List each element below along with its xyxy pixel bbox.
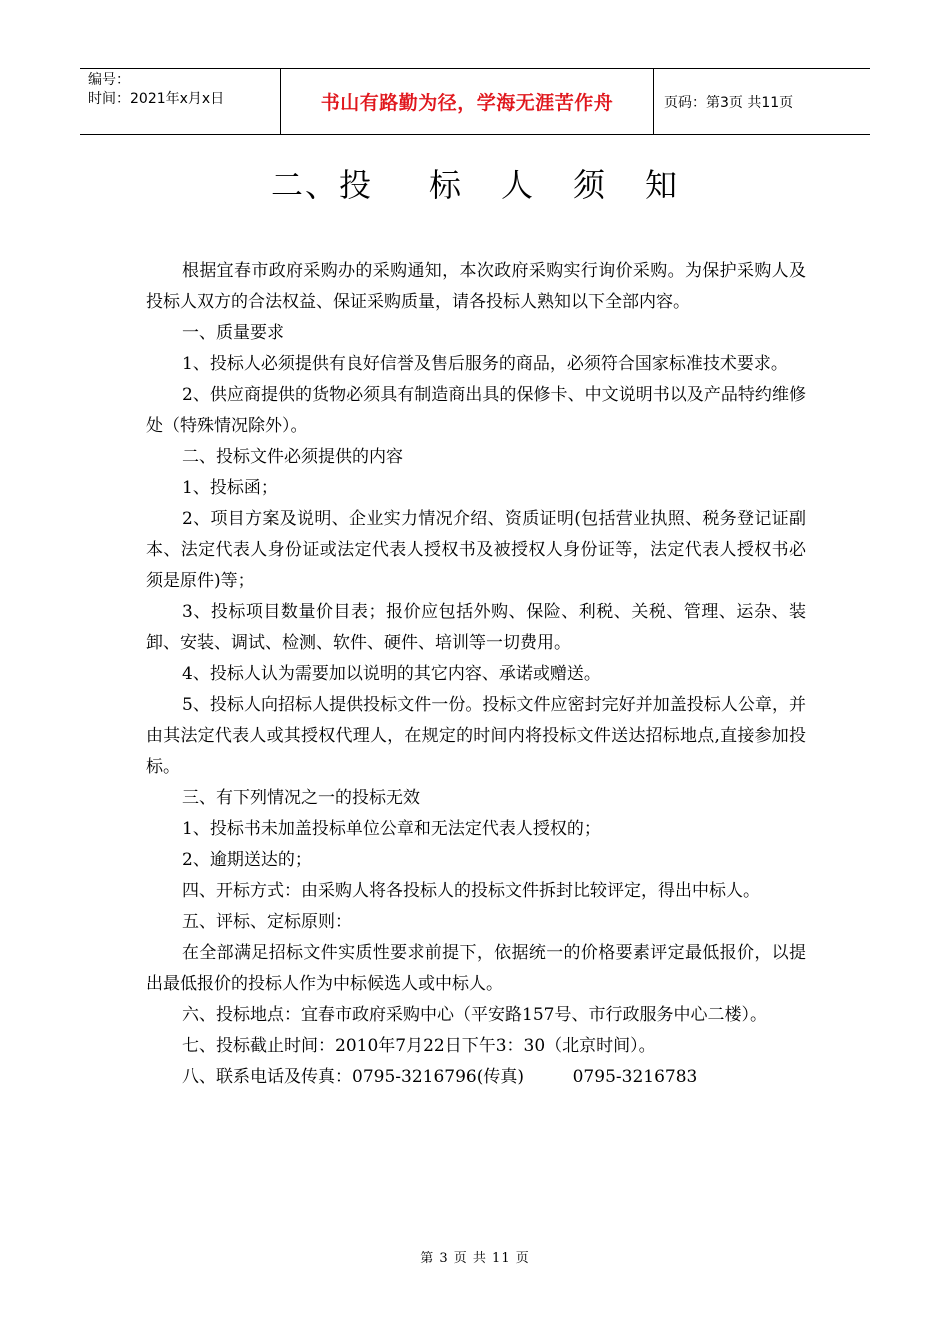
section-heading: 三、有下列情况之一的投标无效 — [182, 788, 420, 808]
serial-label: 编号： — [88, 72, 130, 88]
paragraph: 在全部满足招标文件实质性要求前提下，依据统一的价格要素评定最低报价，以提出最低报价的投标人作为中标候选人或中标人。 — [146, 943, 806, 994]
header-meta — [80, 69, 281, 134]
page-header — [80, 68, 870, 135]
paragraph: 5、投标人向招标人提供投标文件一份。投标文件应密封完好并加盖投标人公章，并由其法定代表人或其授权代理人，在规定的时间内将投标文件送达招标地点,直接参加投标。 — [146, 695, 806, 777]
document-title — [0, 160, 950, 206]
paragraph: 六、投标地点：宜春市政府采购中心（平安路157号、市行政服务中心二楼）。 — [182, 1005, 767, 1025]
title-part: 二、投 — [270, 166, 373, 204]
paragraph: 4、投标人认为需要加以说明的其它内容、承诺或赠送。 — [182, 664, 601, 684]
paragraph: 四、开标方式：由采购人将各投标人的投标文件拆封比较评定，得出中标人。 — [182, 881, 760, 901]
paragraph: 3、投标项目数量价目表；报价应包括外购、保险、利税、关税、管理、运杂、装卸、安装、调试、检测、软件、硬件、培训等一切费用。 — [146, 602, 806, 653]
title-part: 人 — [500, 166, 535, 204]
section-heading: 五、评标、定标原则： — [182, 912, 352, 932]
paragraph: 2、逾期送达的； — [182, 850, 312, 870]
paragraph: 1、投标书未加盖投标单位公章和无法定代表人授权的； — [182, 819, 601, 839]
paragraph: 七、投标截止时间：2010年7月22日下午3：30（北京时间）。 — [182, 1036, 656, 1056]
paragraph: 八、联系电话及传真：0795-3216796(传真) 0795-3216783 — [182, 1067, 698, 1087]
paragraph: 根据宜春市政府采购办的采购通知，本次政府采购实行询价采购。为保护采购人及投标人双方的合法权益、保证采购质量，请各投标人熟知以下全部内容。 — [146, 261, 806, 312]
title-part: 标 — [428, 166, 463, 204]
paragraph: 2、项目方案及说明、企业实力情况介绍、资质证明(包括营业执照、税务登记证副本、法定代表人身份证或法定代表人授权书及被授权人身份证等，法定代表人授权书必须是原件)等； — [146, 509, 806, 591]
section-heading: 二、投标文件必须提供的内容 — [182, 447, 403, 467]
header-motto: 书山有路勤为径，学海无涯苦作舟 — [281, 69, 654, 134]
title-part: 须 — [573, 166, 608, 204]
paragraph: 1、投标函； — [182, 478, 278, 498]
page-footer: 第 3 页 共 11 页 — [420, 1251, 530, 1266]
title-part: 知 — [645, 166, 680, 204]
header-page-info: 页码：第3页 共11页 — [664, 94, 794, 111]
paragraph: 2、供应商提供的货物必须具有制造商出具的保修卡、中文说明书以及产品特约维修处（特殊情况除外）。 — [146, 385, 806, 436]
document-body — [146, 256, 806, 1093]
paragraph: 1、投标人必须提供有良好信誉及售后服务的商品，必须符合国家标准技术要求。 — [182, 354, 788, 374]
date-label: 时间：2021年x月x日 — [88, 91, 225, 107]
section-heading: 一、质量要求 — [182, 323, 284, 343]
